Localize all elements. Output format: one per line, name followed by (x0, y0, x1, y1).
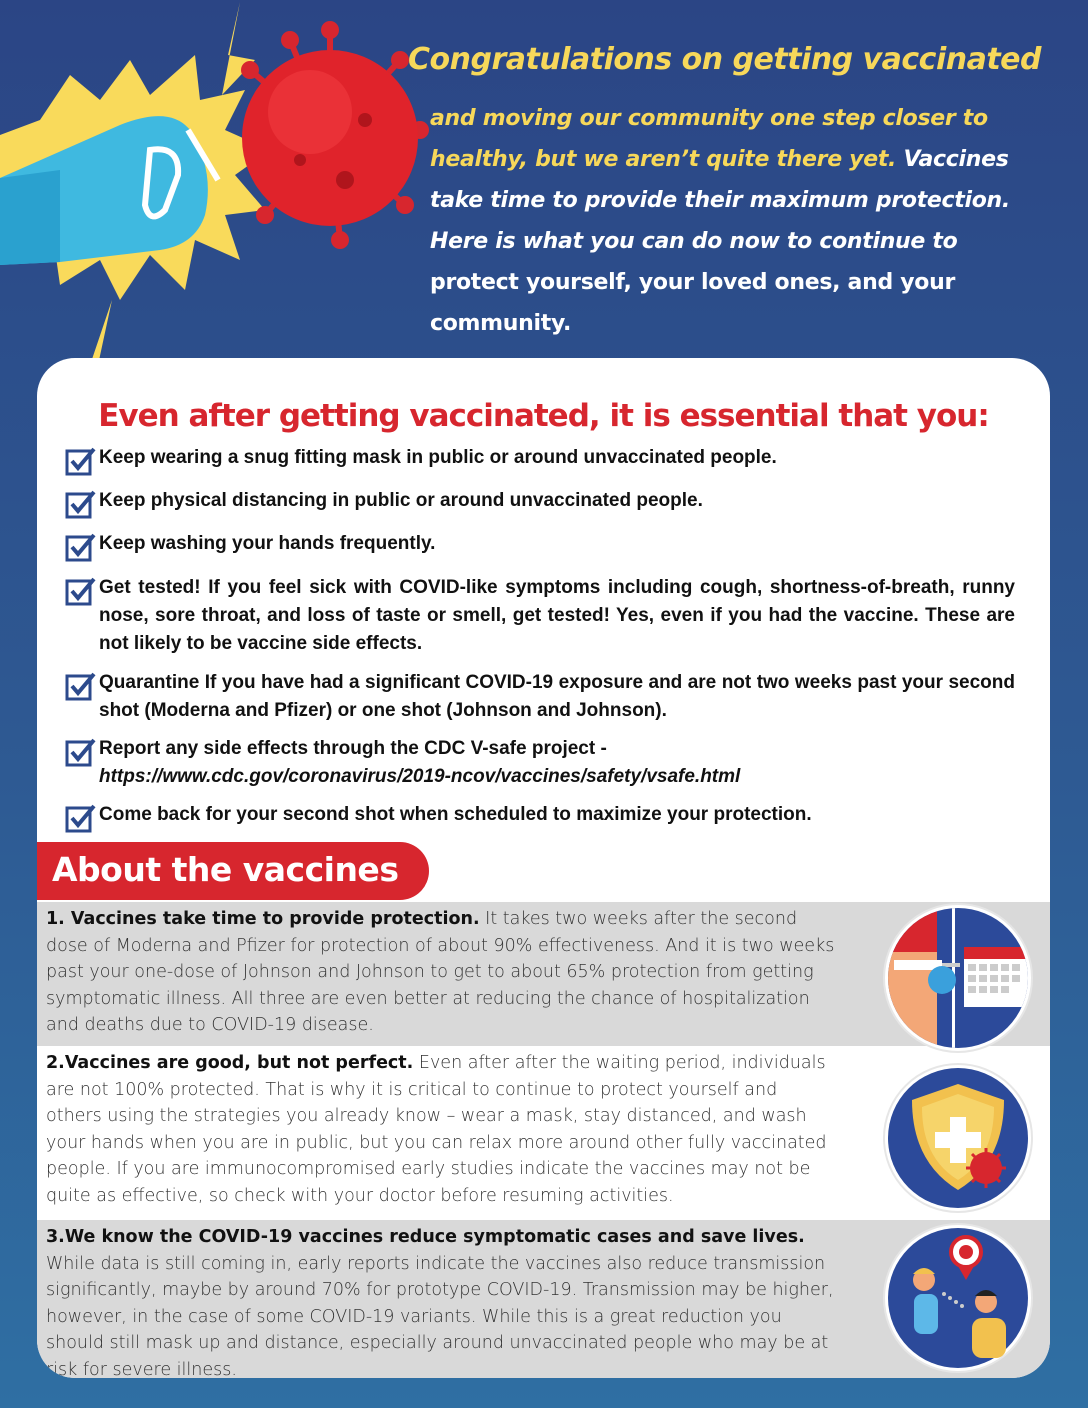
hero-intro-yellow: and moving our community one step closer to healthy, but we aren’t quite there yet. (430, 106, 988, 172)
checklist-item-text: Keep wearing a snug fitting mask in public or around unvaccinated people. (99, 447, 777, 468)
vaccination-calendar-icon (882, 902, 1034, 1054)
report-side-effects-text: Report any side effects through the CDC V-safe project - (99, 738, 607, 759)
virus-icon (241, 21, 429, 249)
vsafe-link[interactable]: https://www.cdc.gov/coronavirus/2019-ncov/vaccines/safety/vsafe.html (99, 766, 741, 787)
shield-protection-icon (882, 1062, 1034, 1214)
fist-punching-virus-illustration (0, 0, 440, 380)
hero-intro-plain: protect yourself, your loved ones, and your community. (430, 270, 956, 336)
hero-title: Congratulations on getting vaccinated (408, 42, 1042, 77)
about-vaccines-title: About the vaccines (52, 850, 399, 889)
about-vaccines-banner (37, 842, 429, 900)
checklist-item (65, 801, 1015, 833)
checklist-item (65, 669, 1015, 725)
checklist-item-text: Come back for your second shot when scheduled to maximize your protection. (99, 804, 812, 825)
content-card (37, 358, 1050, 1378)
checkbox-checked-icon (65, 737, 97, 767)
about-item (37, 1220, 1050, 1378)
checklist-item (65, 487, 1015, 519)
lightning-bolt-icon (222, 2, 255, 95)
about-item-body: While data is still coming in, early reports indicate the vaccines also reduce transmission significantly, maybe by around 70% for prototype COVID-19. Transmission may be higher, however, in the case of some COVID-19 variants. While this is a great reduction you should still mask up and distance, especially around unvaccinated people who may be at risk for severe illness. (46, 1253, 834, 1378)
checklist-item (65, 530, 1015, 562)
essential-heading: Even after getting vaccinated, it is essential that you: (98, 398, 989, 434)
about-item-lead: 1. Vaccines take time to provide protection. (46, 909, 480, 929)
checklist-item-text: Quarantine If you have had a significant COVID-19 exposure and are not two weeks past your second shot (Moderna and Pfizer) or one shot (Johnson and Johnson). (99, 672, 1015, 721)
hero-intro-white: Vaccines take time to provide their maximum protection. Here is what you can do now to continue to (430, 147, 1010, 254)
checkbox-checked-icon (65, 446, 97, 476)
checkbox-checked-icon (65, 532, 97, 562)
about-item-lead: 2.Vaccines are good, but not perfect. (46, 1053, 414, 1073)
about-item (37, 1046, 1050, 1220)
checklist-item (65, 735, 1015, 791)
checklist-item-text: Keep washing your hands frequently. (99, 533, 436, 554)
checkbox-checked-icon (65, 803, 97, 833)
about-item-text (46, 906, 836, 1039)
about-item (37, 902, 1050, 1046)
about-item-body: Even after after the waiting period, individuals are not 100% protected. That is why it is critical to continue to protect yourself and others using the strategies you already know – wear a mask, stay distanced, and wash your hands when you are in public, but you can relax more around other fully vaccinated people. If you are immunocompromised early studies indicate the vaccines may not be quite as effective, so check with your doctor before resuming activities. (46, 1053, 827, 1206)
about-item-lead: 3.We know the COVID-19 vaccines reduce symptomatic cases and save lives. (46, 1227, 805, 1247)
checkbox-checked-icon (65, 576, 97, 606)
checklist-item (65, 574, 1015, 658)
transmission-people-icon (882, 1222, 1034, 1374)
checklist-item-text (97, 735, 740, 791)
checklist-item-text: Get tested! If you feel sick with COVID-like symptoms including cough, shortness-of-breath, runny nose, sore throat, and loss of taste or smell, get tested! Yes, even if you had the vaccine. These are not likely to be vaccine side effects. (99, 577, 1015, 654)
checklist-item-text: Keep physical distancing in public or around unvaccinated people. (99, 490, 703, 511)
checklist-item (65, 444, 1015, 476)
checkbox-checked-icon (65, 489, 97, 519)
about-item-body: It takes two weeks after the second dose of Moderna and Pfizer for protection of about 90% effectiveness. And it is two weeks past your one-dose of Johnson and Johnson to get to about 65% protection from getting symptomatic illness. All three are even better at reducing the chance of hospitalization and deaths due to COVID-19 disease. (46, 909, 835, 1035)
about-item-text (46, 1224, 836, 1378)
hero-intro-text (430, 98, 1050, 344)
checkbox-checked-icon (65, 671, 97, 701)
about-item-text (46, 1050, 836, 1209)
